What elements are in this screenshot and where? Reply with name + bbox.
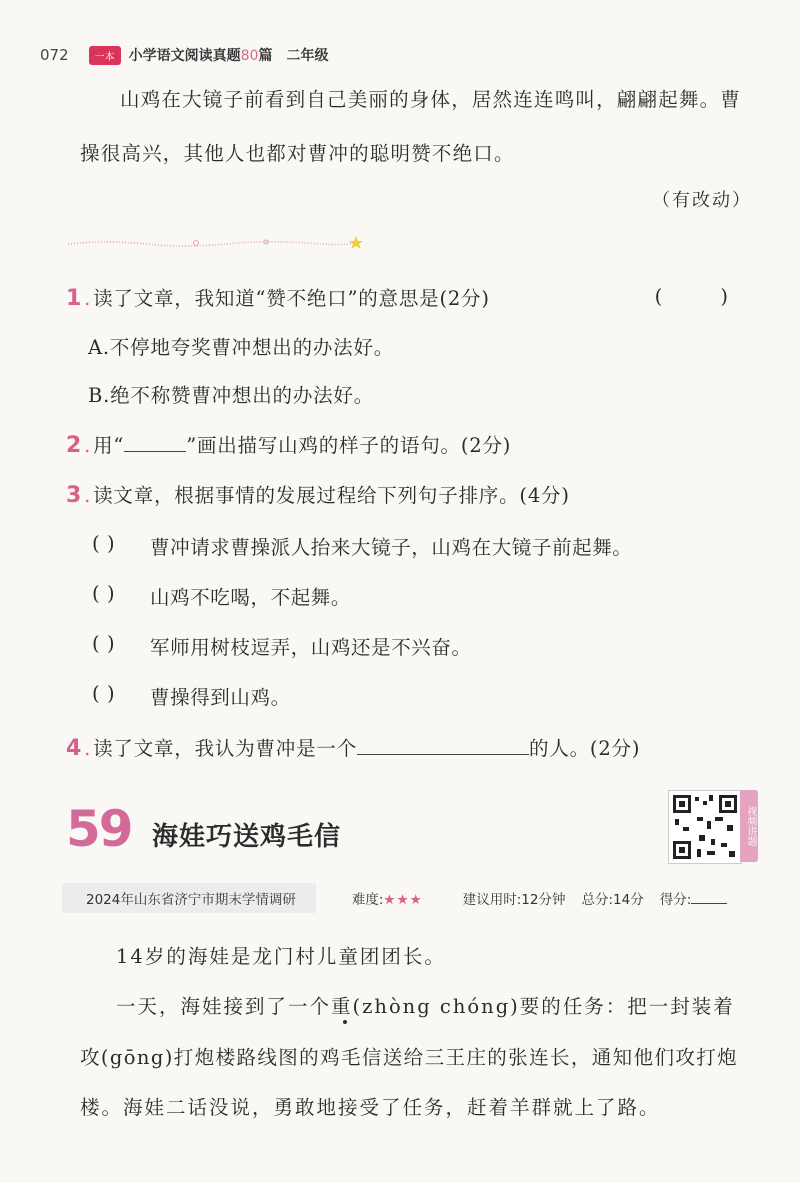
order-blank[interactable]: ( ) [92,532,116,555]
exercise-info-bar [62,883,762,913]
source-label: 2024年山东省济宁市期末学情调研 [62,883,316,913]
video-lesson-label: 视频讲题 [740,790,758,862]
order-item: ( ) 曹冲请求曹操派人抬来大镜子，山鸡在大镜子前起舞。 [92,532,633,559]
difficulty: 难度:★★★ [351,892,423,908]
score-blank[interactable] [691,891,727,904]
order-blank[interactable]: ( ) [92,682,116,705]
underline-sample [124,433,186,452]
star-icon [349,236,363,249]
order-blank[interactable]: ( ) [92,582,116,605]
question-4: 4 . 读了文章，我认为曹冲是一个 的人。(2分) [66,736,641,761]
question-2: 2 . 用“ ”画出描写山鸡的样子的语句。(2分) [66,433,512,458]
order-item: ( ) 曹操得到山鸡。 [92,682,291,709]
passage-line: 山鸡在大镜子前看到自己美丽的身体，居然连连鸣叫，翩翩起舞。曹 [120,88,742,111]
question-3: 3 . 读文章，根据事情的发展过程给下列句子排序。(4分) [66,483,570,508]
story-line: 攻(gōng)打炮楼路线图的鸡毛信送给三王庄的张连长，通知他们攻打炮 [80,1046,739,1069]
order-item: ( ) 山鸡不吃喝，不起舞。 [92,582,352,609]
story-line: 一天，海娃接到了一个重(zhòng chóng)要的任务：把一封装着 [116,995,735,1018]
decorative-divider [66,234,366,250]
passage-line: 操很高兴，其他人也都对曹冲的聪明赞不绝口。 [80,142,515,165]
total-score: 总分:14分 [581,892,644,908]
emphasis-dot [343,1020,347,1024]
series-title: 小学语文阅读真题80篇 [128,48,273,64]
order-blank[interactable]: ( ) [92,632,116,655]
order-item: ( ) 军师用树枝逗弄，山鸡还是不兴奋。 [92,632,472,659]
brand-logo: 一本 [89,46,121,65]
story-line: 14岁的海娃是龙门村儿童团团长。 [116,945,446,968]
answer-paren[interactable]: ( ) [654,285,754,308]
qr-code-icon[interactable] [668,790,742,864]
section-title: 海娃巧送鸡毛信 [152,822,342,852]
question-1: 1 . 读了文章，我知道“赞不绝口”的意思是(2分) [66,286,490,311]
revision-note: （有改动） [652,190,752,211]
suggested-time: 建议用时:12分钟 [462,892,566,908]
section-number: 59 [66,800,132,858]
page-header [40,42,328,68]
story-line: 楼。海娃二话没说，勇敢地接受了任务，赶着羊群就上了路。 [80,1096,661,1119]
option-b: B.绝不称赞曹冲想出的办法好。 [88,384,375,407]
option-a: A.不停地夸奖曹冲想出的办法好。 [88,336,395,359]
page-number: 072 [40,46,69,64]
answer-blank[interactable] [357,736,529,755]
grade-label: 二年级 [286,48,329,64]
difficulty-stars-icon: ★★★ [383,892,423,908]
score-field: 得分: [660,888,728,908]
